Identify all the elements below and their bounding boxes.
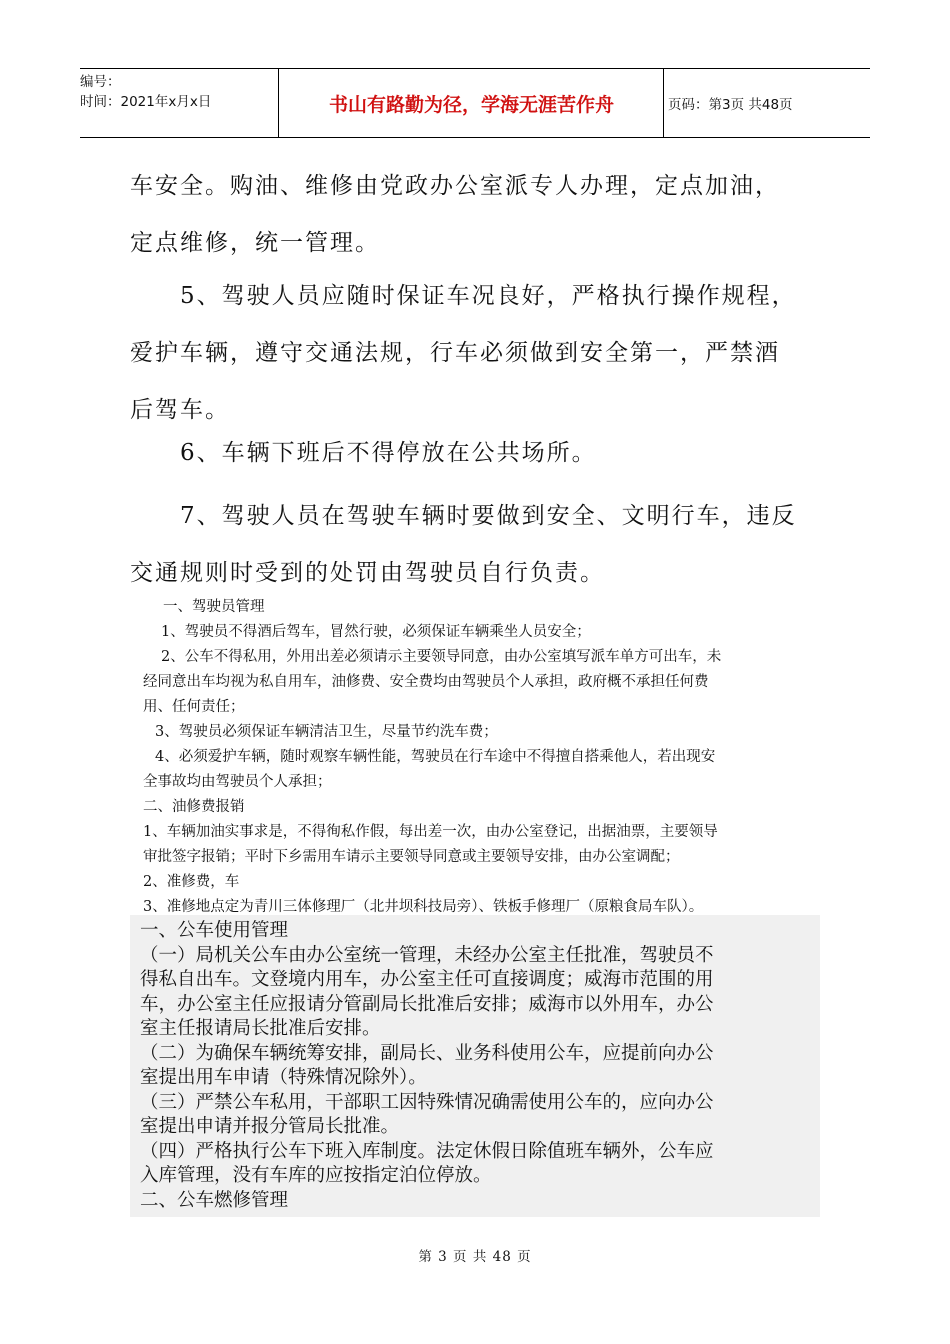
list-item: 2、公车不得私用，外用出差必须请示主要领导同意，由办公室填写派车单方可出车，未	[161, 649, 722, 665]
text-line: （四）严格执行公车下班入库制度。法定休假日除值班车辆外，公车应	[140, 1140, 714, 1162]
body-line: 车安全。购油、维修由党政办公室派专人办理，定点加油，	[130, 173, 780, 199]
body-paragraph-4	[130, 488, 820, 602]
header-meta	[80, 69, 279, 137]
text-line: （二）为确保车辆统筹安排，副局长、业务科使用公车，应提前向办公	[140, 1042, 714, 1064]
header-motto: 书山有路勤为径，学海无涯苦作舟	[280, 69, 664, 137]
body-line: 爱护车辆，遵守交通法规，行车必须做到安全第一，严禁酒	[130, 340, 780, 366]
document-date: 时间：2021年x月x日	[80, 94, 212, 110]
section-heading: 二、公车燃修管理	[140, 1189, 289, 1211]
body-line: 7、驾驶人员在驾驶车辆时要做到安全、文明行车，违反	[180, 503, 797, 529]
text-line: 入库管理，没有车库的应按指定泊位停放。	[140, 1165, 492, 1186]
section-heading: 一、公车使用管理	[140, 920, 289, 941]
body-line: 后驾车。	[130, 397, 230, 423]
body-line: 定点维修，统一管理。	[130, 230, 380, 256]
text-line: 车，办公室主任应报请分管副局长批准后安排；威海市以外用车，办公	[140, 993, 714, 1015]
page-footer: 第 3 页 共 48 页	[418, 1249, 532, 1265]
header-page-info: 页码：第3页 共48页	[668, 97, 793, 113]
section-heading: 一、驾驶员管理	[163, 599, 265, 615]
document-number-label: 编号：	[80, 74, 121, 90]
section-heading: 二、油修费报销	[143, 799, 245, 815]
text-line: 得私自出车。文登境内用车，办公室主任可直接调度；威海市范围的用	[140, 969, 714, 990]
text-line: 室主任报请局长批准后安排。	[140, 1018, 381, 1039]
body-line: 6、车辆下班后不得停放在公共场所。	[180, 440, 597, 466]
driver-management-section	[143, 595, 823, 920]
list-item-continuation: 审批签字报销；平时下乡需用车请示主要领导同意或主要领导安排，由办公室调配；	[143, 849, 680, 865]
body-paragraph-3	[130, 425, 820, 482]
text-line: 室提出申请并报分管局长批准。	[140, 1116, 400, 1137]
vehicle-usage-section	[130, 915, 820, 1217]
list-item-continuation: 用、任何责任；	[143, 699, 245, 715]
text-line: （三）严禁公车私用，干部职工因特殊情况确需使用公车的，应向办公	[140, 1091, 714, 1113]
list-item: 3、驾驶员必须保证车辆清洁卫生，尽量节约洗车费；	[155, 724, 498, 740]
body-line: 5、驾驶人员应随时保证车况良好，严格执行操作规程，	[180, 283, 797, 309]
list-item: 1、驾驶员不得酒后驾车，冒然行驶，必须保证车辆乘坐人员安全；	[161, 624, 591, 640]
list-item: 4、必须爱护车辆，随时观察车辆性能，驾驶员在行车途中不得擅自搭乘他人，若出现安	[155, 749, 716, 765]
list-item-continuation: 经同意出车均视为私自用车，油修费、安全费均由驾驶员个人承担，政府概不承担任何费	[143, 674, 709, 690]
list-item: 3、准修地点定为青川三体修理厂（北井坝科技局旁）、铁板手修理厂（原粮食局车队）。	[143, 899, 704, 915]
body-paragraph-1	[130, 158, 820, 272]
body-paragraph-2	[130, 268, 820, 439]
page-header	[80, 68, 870, 138]
list-item: 1、车辆加油实事求是，不得徇私作假，每出差一次，由办公室登记，出据油票，主要领导	[143, 824, 718, 840]
list-item-continuation: 全事故均由驾驶员个人承担；	[143, 774, 332, 790]
text-line: （一）局机关公车由办公室统一管理，未经办公室主任批准，驾驶员不	[140, 944, 714, 966]
text-line: 室提出用车申请（特殊情况除外）。	[140, 1067, 427, 1088]
body-line: 交通规则时受到的处罚由驾驶员自行负责。	[130, 560, 605, 586]
list-item: 2、准修费，车	[143, 874, 240, 890]
